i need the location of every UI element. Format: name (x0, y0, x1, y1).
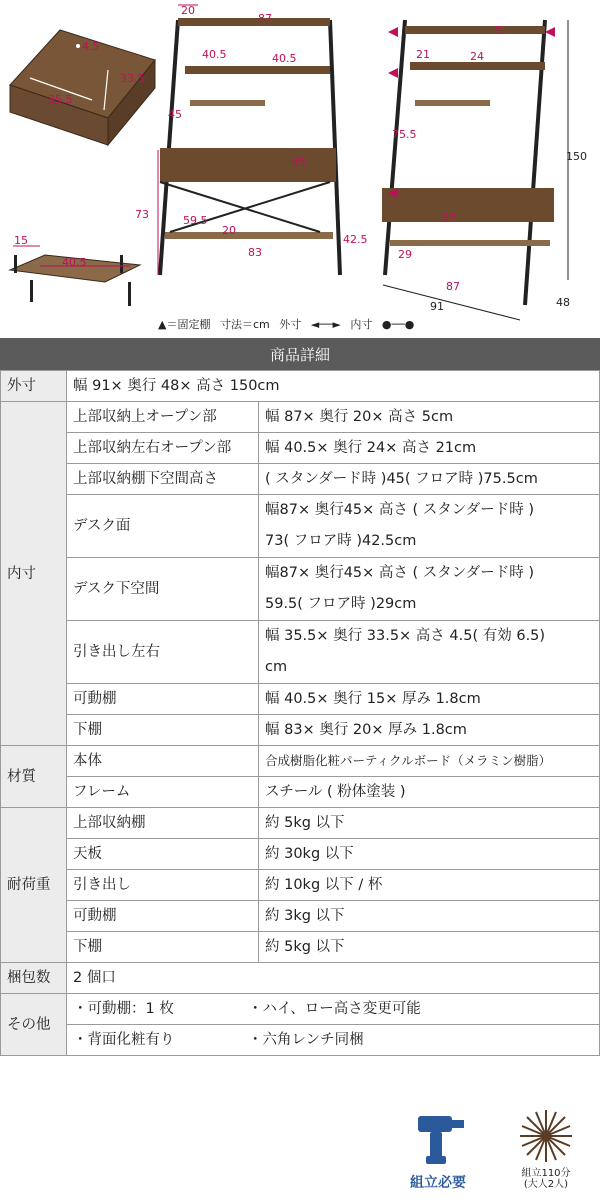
table-row (1, 464, 600, 495)
std-right-open: 40.5 (272, 52, 297, 65)
material-key: 本体 (67, 746, 259, 777)
load-value: 約 3kg 以下 (259, 901, 600, 932)
std-shelf-height: 45 (168, 108, 182, 121)
legend-inner: 内寸 (350, 318, 373, 331)
inner-key: 上部収納上オープン部 (67, 402, 259, 433)
material-value: スチール ( 粉体塗装 ) (259, 777, 600, 808)
std-desk-depth: 45 (292, 156, 306, 169)
spec-title: 商品詳細 (0, 338, 600, 370)
other-item: ・六角レンチ同梱 (248, 1032, 364, 1048)
other-item: ・ハイ、ロー高さ変更可能 (248, 1001, 421, 1017)
inner-key: 上部収納棚下空間高さ (67, 464, 259, 495)
std-left-open: 40.5 (202, 48, 227, 61)
outer-value: 幅 91× 奥行 48× 高さ 150cm (67, 371, 600, 402)
std-top-width: 87 (258, 12, 272, 25)
legend-outer: 外寸 (279, 318, 302, 331)
table-row (1, 901, 600, 932)
package-label: 梱包数 (1, 963, 67, 994)
assembly-time-line2: (大人2人) (523, 1179, 569, 1190)
inner-value (259, 621, 600, 684)
assembly-time-line1: 組立110分 (521, 1168, 571, 1179)
inner-value-line2: 59.5( フロア時 )29cm (265, 596, 417, 612)
legend-outer-arrow: ◄──► (310, 318, 341, 331)
drawer-height: 4.5 (82, 40, 100, 53)
table-row (1, 808, 600, 839)
std-desk-height: 73 (135, 208, 149, 221)
inner-value: ( スタンダード時 )45( フロア時 )75.5cm (259, 464, 600, 495)
table-row (1, 371, 600, 402)
table-row (1, 433, 600, 464)
legend-inner-arrow: ●──● (381, 318, 415, 331)
table-row (1, 402, 600, 433)
std-under-height: 59.5 (183, 214, 208, 227)
floor-bottom-width: 87 (446, 280, 460, 293)
shelf-diagram (10, 234, 140, 306)
outer-label: 外寸 (1, 371, 67, 402)
dimension-illustration (0, 0, 600, 338)
shelf-depth: 15 (14, 234, 28, 247)
inner-key: デスク下空間 (67, 558, 259, 621)
load-key: 引き出し (67, 870, 259, 901)
floor-top-height: 5 (495, 24, 502, 37)
inner-value-line1: 幅87× 奥行45× 高さ ( スタンダード時 ) (265, 502, 534, 518)
dimension-diagrams (0, 0, 600, 338)
load-label: 耐荷重 (1, 808, 67, 963)
other-row (67, 994, 600, 1025)
floor-under-height: 29 (398, 248, 412, 261)
floor-right-height: 24 (470, 50, 484, 63)
inner-value-line1: 幅87× 奥行45× 高さ ( スタンダード時 ) (265, 565, 534, 581)
material-key: フレーム (67, 777, 259, 808)
diagram-legend (158, 316, 420, 332)
spec-table (0, 370, 600, 1056)
floor-desk-height: 42.5 (343, 233, 368, 246)
inner-key: デスク面 (67, 495, 259, 558)
floor-overall-width: 91 (430, 300, 444, 313)
inner-key: 下棚 (67, 715, 259, 746)
floor-overall-height: 150 (566, 150, 587, 163)
floor-mid-height: 75.5 (392, 128, 417, 141)
other-label: その他 (1, 994, 67, 1056)
material-value: 合成樹脂化粧パーティクルボード（メラミン樹脂） (259, 746, 600, 777)
drawer-depth: 33.5 (120, 72, 145, 85)
other-item: ・背面化粧有り (73, 1032, 175, 1048)
inner-value: 幅 87× 奥行 20× 高さ 5cm (259, 402, 600, 433)
inner-key: 上部収納左右オープン部 (67, 433, 259, 464)
package-value: 2 個口 (67, 963, 600, 994)
assembly-time-label (514, 1168, 578, 1190)
table-row (1, 963, 600, 994)
std-bottom-width: 83 (248, 246, 262, 259)
inner-value-line2: cm (265, 659, 288, 675)
table-row (1, 495, 600, 558)
inner-value (259, 495, 600, 558)
load-value: 約 30kg 以下 (259, 839, 600, 870)
table-row (1, 684, 600, 715)
other-item: ・可動棚：1 枚 (73, 1001, 174, 1017)
load-value: 約 5kg 以下 (259, 932, 600, 963)
inner-label: 内寸 (1, 402, 67, 746)
shelf-width: 40.5 (62, 256, 87, 269)
floor-desk-diagram (343, 20, 587, 320)
material-label: 材質 (1, 746, 67, 808)
inner-value: 幅 83× 奥行 20× 厚み 1.8cm (259, 715, 600, 746)
drawer-diagram (10, 30, 155, 145)
inner-key: 可動棚 (67, 684, 259, 715)
inner-value: 幅 40.5× 奥行 15× 厚み 1.8cm (259, 684, 600, 715)
inner-value: 幅 40.5× 奥行 24× 高さ 21cm (259, 433, 600, 464)
load-key: 天板 (67, 839, 259, 870)
load-key: 可動棚 (67, 901, 259, 932)
legend-fixed: ▲＝固定棚 (158, 318, 211, 331)
table-row (1, 932, 600, 963)
load-key: 上部収納棚 (67, 808, 259, 839)
floor-left-height: 21 (416, 48, 430, 61)
table-row (1, 777, 600, 808)
power-drill-icon (410, 1108, 470, 1168)
inner-key: 引き出し左右 (67, 621, 259, 684)
floor-overall-depth: 48 (556, 296, 570, 309)
load-value: 約 5kg 以下 (259, 808, 600, 839)
std-top-depth: 20 (181, 4, 195, 17)
table-row (1, 994, 600, 1025)
standard-desk-diagram (135, 4, 340, 275)
drawer-width: 35.5 (48, 93, 73, 106)
table-row (1, 715, 600, 746)
assembly-required-label: 組立必要 (410, 1175, 466, 1191)
table-row (1, 870, 600, 901)
inner-value-line1: 幅 35.5× 奥行 33.5× 高さ 4.5( 有効 6.5) (265, 628, 546, 644)
legend-unit: 寸法＝cm (219, 318, 270, 331)
inner-value-line2: 73( フロア時 )42.5cm (265, 533, 417, 549)
other-row (67, 1025, 600, 1056)
std-under-depth: 20 (222, 224, 236, 237)
load-key: 下棚 (67, 932, 259, 963)
table-row (1, 558, 600, 621)
inner-value (259, 558, 600, 621)
floor-desk-width: 87 (442, 212, 456, 225)
table-row (1, 839, 600, 870)
assembly-time-icon (518, 1108, 574, 1164)
table-row (1, 621, 600, 684)
load-value: 約 10kg 以下 / 杯 (259, 870, 600, 901)
table-row (1, 746, 600, 777)
table-row (1, 1025, 600, 1056)
